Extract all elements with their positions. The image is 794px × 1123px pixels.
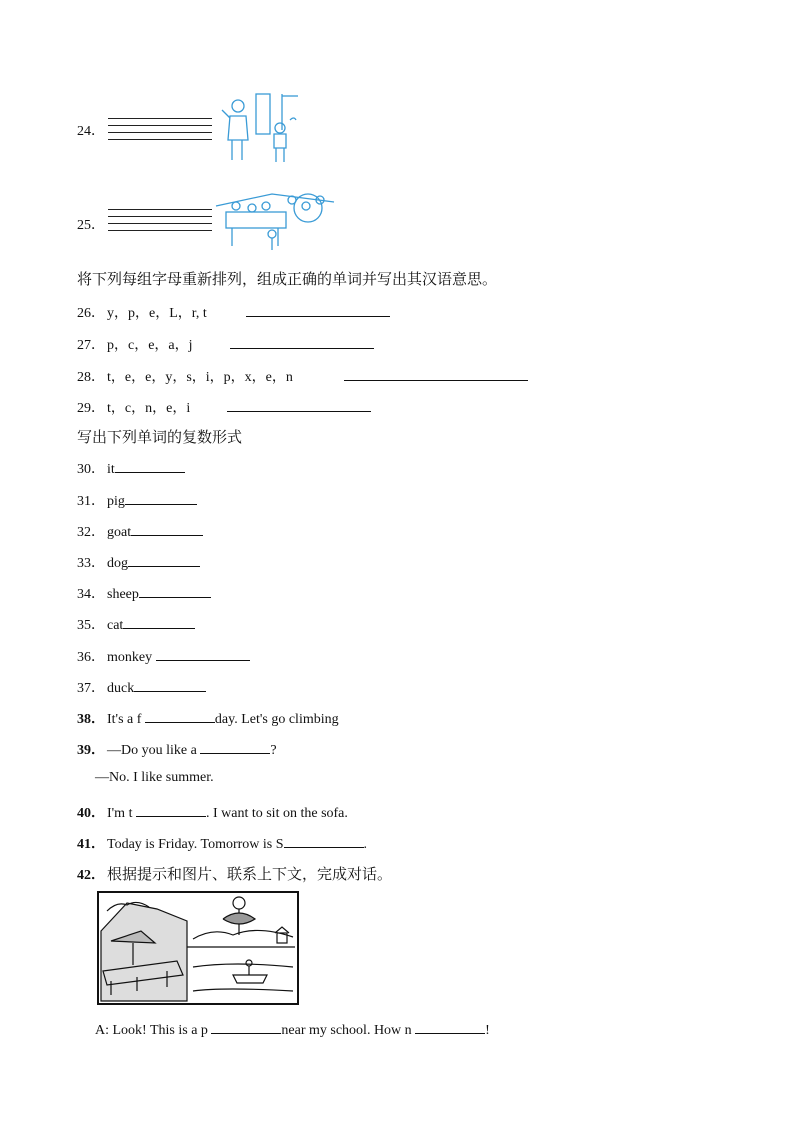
- kids-picture: [212, 186, 338, 258]
- kids-picture: [220, 90, 304, 166]
- plural-item: 35． cat: [77, 614, 195, 634]
- question-number: 24．: [77, 124, 105, 139]
- park-picture: [97, 891, 299, 1005]
- question-42: 42． 根据提示和图片、联系上下文，完成对话。: [77, 865, 393, 883]
- answer-blank[interactable]: [128, 553, 200, 567]
- answer-blank[interactable]: [139, 584, 211, 598]
- answer-blank[interactable]: [125, 491, 197, 505]
- answer-blank[interactable]: [284, 834, 364, 848]
- answer-lines[interactable]: [108, 203, 212, 231]
- answer-blank[interactable]: [344, 367, 528, 381]
- answer-blank[interactable]: [136, 803, 206, 817]
- answer-blank[interactable]: [123, 615, 195, 629]
- answer-blank[interactable]: [415, 1020, 485, 1034]
- plural-item: 34． sheep: [77, 583, 211, 603]
- answer-blank[interactable]: [131, 522, 203, 536]
- scramble-item: 28． t，e，e，y，s，i，p，x，e，n: [77, 370, 293, 385]
- answer-blank[interactable]: [145, 709, 215, 723]
- question-38: 38． It's a f day. Let's go climbing: [77, 708, 339, 728]
- question-39: 39． —Do you like a ?: [77, 739, 277, 759]
- answer-blank[interactable]: [211, 1020, 281, 1034]
- answer-blank[interactable]: [227, 398, 371, 412]
- section-title: 写出下列单词的复数形式: [77, 428, 243, 446]
- question-40: 40． I'm t . I want to sit on the sofa.: [77, 802, 348, 822]
- scramble-item: 26． y，p，e，L，r, t: [77, 306, 207, 321]
- dialogue-line: A: Look! This is a p near my school. How n !: [95, 1020, 490, 1039]
- answer-blank[interactable]: [156, 647, 250, 661]
- plural-item: 32． goat: [77, 521, 203, 541]
- answer-blank[interactable]: [246, 303, 390, 317]
- plural-item: 30． it: [77, 458, 185, 478]
- plural-item: 33． dog: [77, 552, 200, 572]
- question-41: 41． Today is Friday. Tomorrow is S .: [77, 833, 367, 853]
- section-title: 将下列每组字母重新排列，组成正确的单词并写出其汉语意思。: [77, 270, 498, 288]
- question-number: 25．: [77, 218, 105, 233]
- answer-blank[interactable]: [115, 459, 185, 473]
- dialogue-line: —No. I like summer.: [95, 770, 214, 785]
- plural-item: 36． monkey: [77, 646, 250, 666]
- scramble-item: 27． p，c，e，a，j: [77, 338, 193, 353]
- answer-blank[interactable]: [200, 740, 270, 754]
- plural-item: 37． duck: [77, 677, 206, 697]
- answer-blank[interactable]: [230, 335, 374, 349]
- answer-lines[interactable]: [108, 112, 212, 140]
- scramble-item: 29． t，c，n，e，i: [77, 401, 191, 416]
- answer-blank[interactable]: [134, 678, 206, 692]
- plural-item: 31． pig: [77, 490, 197, 510]
